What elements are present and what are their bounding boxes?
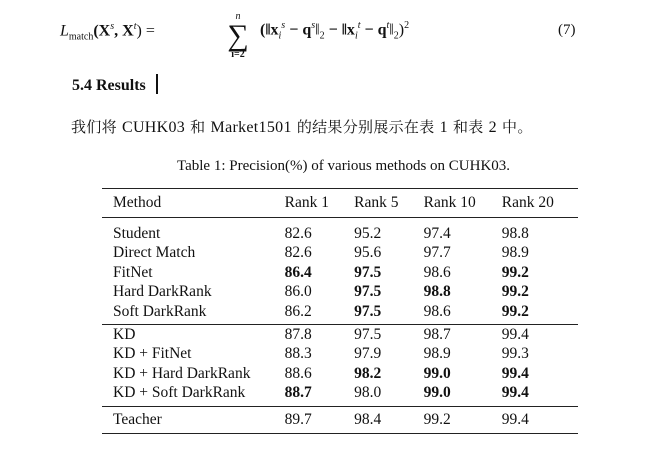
rhs-norm-sub-2: 2 (393, 30, 399, 42)
table-caption: Table 1: Precision(%) of various methods on CUHK03. (176, 158, 511, 174)
cell-value: 89.7 (285, 406, 355, 433)
cell-value: 98.9 (501, 244, 529, 262)
table-row (102, 218, 578, 244)
cell-method: FitNet (113, 263, 153, 281)
table-row (102, 302, 578, 325)
cell-value: 86.0 (284, 283, 312, 301)
header-rank1: Rank 1 (285, 189, 355, 218)
rhs-q-sup-t: t (386, 20, 390, 31)
header-method: Method (102, 189, 285, 218)
cell-value: 98.0 (354, 384, 382, 402)
cell-method: Direct Match (113, 244, 196, 262)
para-text-1: 我们将 (71, 118, 122, 136)
table-row (102, 243, 578, 262)
cell-method: KD + Soft DarkRank (113, 384, 246, 402)
cell-method: Soft DarkRank (113, 302, 207, 320)
section-heading (72, 74, 158, 95)
para-text-3: 的结果分别展示在表 (291, 118, 440, 136)
lhs-arg-x: (X (93, 22, 111, 40)
cell-method: KD (102, 325, 285, 345)
para-dataset-market1501: Market1501 (210, 119, 292, 136)
table-row (102, 263, 578, 282)
rhs-close: ) (398, 21, 405, 39)
rhs-open: (‖x (260, 21, 279, 39)
sup-s: s (110, 21, 115, 32)
para-table-1: 1 (439, 119, 448, 136)
cell-method: KD + Hard DarkRank (113, 364, 251, 382)
lhs-arg-xt: , X (114, 22, 134, 40)
cell-value: 99.4 (502, 325, 578, 345)
cell-value: 97.5 (354, 325, 424, 345)
cell-value: 82.6 (284, 225, 312, 242)
cell-value: 88.3 (284, 345, 312, 363)
cell-value-bold: 97.5 (354, 263, 382, 281)
rhs-sub-i-2: i (354, 30, 358, 42)
cell-value: 82.6 (284, 244, 312, 262)
table-row (102, 344, 578, 363)
rhs-sub-i: i (278, 30, 282, 42)
rhs-norm-close-2: ‖ (389, 21, 394, 39)
rhs-sup-s: s (281, 20, 286, 31)
table-row (102, 325, 578, 345)
para-table-2: 2 (488, 119, 497, 136)
loss-symbol: L (60, 22, 69, 40)
cell-value: 98.9 (423, 345, 451, 363)
lhs-equals: ) = (136, 22, 155, 40)
para-dataset-cuhk03: CUHK03 (121, 119, 186, 136)
para-text-2: 和 (185, 118, 211, 136)
cell-value-bold: 99.2 (501, 302, 529, 320)
text-cursor (156, 74, 158, 94)
header-rank10: Rank 10 (424, 189, 502, 218)
results-table (102, 188, 578, 434)
table-row (102, 282, 578, 301)
header-rank5: Rank 5 (354, 189, 424, 218)
cell-value-bold: 99.0 (423, 364, 451, 382)
cell-value: 88.6 (284, 364, 312, 382)
cell-value-bold: 99.0 (423, 384, 451, 402)
header-rank20: Rank 20 (502, 189, 578, 218)
cell-value: 97.7 (423, 244, 451, 262)
cell-value: 97.4 (423, 225, 451, 242)
cell-method: KD + FitNet (113, 345, 192, 363)
summation (223, 12, 253, 60)
cell-value: 86.2 (284, 302, 312, 320)
cell-value: 98.6 (423, 263, 451, 281)
equation-lhs (60, 21, 155, 43)
table-row (102, 383, 578, 406)
sum-symbol: ∑ (227, 19, 249, 52)
cell-value-bold: 97.5 (354, 302, 382, 320)
cell-value: 98.8 (501, 225, 529, 242)
sup-t: t (133, 21, 137, 32)
sum-upper: n (235, 11, 241, 22)
cell-value: 98.4 (354, 406, 424, 433)
cell-value: 98.6 (423, 302, 451, 320)
table-header-row (102, 189, 578, 218)
cell-value-bold: 99.4 (501, 364, 529, 382)
cell-value-bold: 97.5 (354, 283, 382, 301)
cell-value-bold: 98.8 (423, 283, 451, 301)
cell-value-bold: 99.4 (501, 384, 529, 402)
cell-value: 95.2 (354, 225, 382, 242)
paragraph (71, 116, 533, 137)
table-row (102, 364, 578, 383)
rhs-q-sup-s: s (311, 20, 316, 31)
cell-value-bold: 99.2 (501, 263, 529, 281)
para-text-4: 和表 (447, 118, 489, 136)
cell-value-bold: 99.2 (501, 283, 529, 301)
cell-value: 95.6 (354, 244, 382, 262)
rhs-minus-x: − ‖x (324, 21, 355, 39)
rhs-power: 2 (404, 20, 410, 31)
table-row (102, 406, 578, 433)
equation-rhs (260, 20, 409, 42)
cell-value-bold: 86.4 (284, 263, 312, 281)
rhs-norm-sub-1: 2 (319, 30, 325, 42)
cell-value: 99.3 (501, 345, 529, 363)
para-text-5: 中。 (496, 118, 533, 136)
cell-value: 97.9 (354, 345, 382, 363)
equation-number: (7) (558, 22, 576, 38)
cell-method: Teacher (102, 406, 285, 433)
cell-method: Student (113, 225, 161, 242)
cell-method: Hard DarkRank (113, 283, 212, 301)
section-title: 5.4 Results (72, 77, 146, 94)
rhs-norm-close-1: ‖ (315, 21, 320, 39)
cell-value-bold: 98.2 (354, 364, 382, 382)
equation-7 (60, 8, 600, 60)
rhs-minus-q-2: − q (360, 21, 387, 39)
rhs-minus-q: − q (285, 21, 312, 39)
cell-value: 99.4 (502, 406, 578, 433)
rhs-sup-t: t (357, 20, 361, 31)
sum-lower: i=2 (231, 49, 245, 60)
loss-subscript: match (68, 31, 94, 43)
cell-value: 87.8 (285, 325, 355, 345)
cell-value: 99.2 (424, 406, 502, 433)
cell-value-bold: 88.7 (284, 384, 312, 402)
cell-value: 98.7 (424, 325, 502, 345)
